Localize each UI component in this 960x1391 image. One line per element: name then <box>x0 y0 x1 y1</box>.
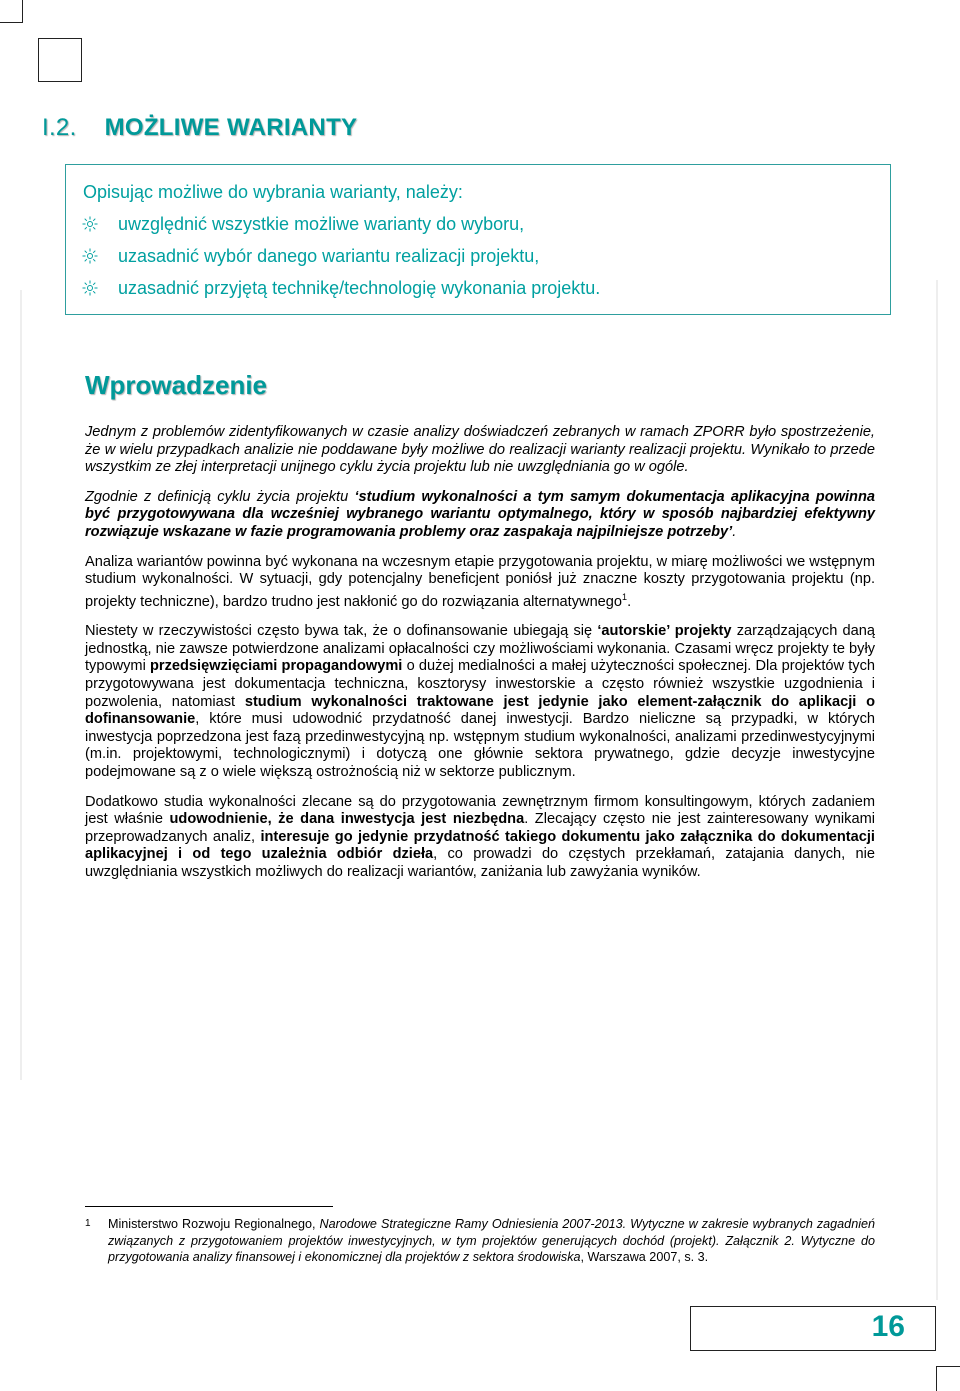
paragraph-5: Dodatkowo studia wykonalności zlecane są do przygotowania zewnętrznym firmom konsultingowym, których zadaniem jest właśnie udowodnienie, że dana inwestycja jest niezbędna. Zlecający często nie jest zainteresowany wynikami przeprowadzanych analiz, interesuje go jedynie przydatność takiego dokumentu jako załącznika do dokumentacji aplikacyjnej i od tego uzależnia odbiór dzieła, co prowadzi do częstych przekłamań, zatajania danych, nie uwzględniania wszystkich możliwych do realizacji wariantów, zaniżania lub zawyżania wyników. <box>85 793 876 880</box>
corner-decoration-square <box>38 38 82 82</box>
info-box-item-text: uzasadnić wybór danego wariantu realizacji projektu, <box>118 246 540 266</box>
sun-bullet-icon <box>82 248 98 264</box>
footnote-text: Ministerstwo Rozwoju Regionalnego, Narodowe Strategiczne Ramy Odniesienia 2007-2013. Wytyczne w zakresie wybranych zagadnień związanych z przygotowaniem projektów inwestycyjnych, w tym projektów generujących dochód (projekt). Załącznik 2. Wytyczne do przygotowania analizy finansowej i ekonomicznej dla projektów z sektora środowiska, Warszawa 2007, s. 3. <box>108 1217 875 1264</box>
paragraph-3: Analiza wariantów powinna być wykonana na wczesnym etapie przygotowania projektu, w miarę możliwości we wstępnym studium wykonalności. W sytuacji, gdy potencjalny beneficjent poniósł już znaczne koszty przygotowania projektu (np. projekty techniczne), bardzo trudno jest nakłonić go do rozwiązania alternatywnego$^1$. <box>85 553 875 610</box>
footnote-mark: 1 <box>85 1218 91 1229</box>
corner-decoration-top-left <box>0 0 23 23</box>
definition-quote: ‘studium wykonalności a tym samym dokumentacja aplikacyjna powinna być przygotowywana dla wcześniej wybranego wariantu optymalnego, który w sposób najbardziej efektywny rozwiązuje wskazane w fazie programowania problemy oraz zaspakaja najpilniejsze potrzeby’ <box>85 488 875 540</box>
footnote-reference: 1 <box>622 591 628 602</box>
corner-decoration-bottom-right <box>936 1366 960 1391</box>
footnote <box>85 1216 875 1266</box>
section-number: I.2. <box>42 114 77 141</box>
section-title: MOŻLIWE WARIANTY <box>104 114 358 141</box>
info-box-item <box>82 214 524 235</box>
paragraph-2: Zgodnie z definicją cyklu życia projektu ‘studium wykonalności a tym samym dokumentacja aplikacyjna powinna być przygotowywana dla wcześniej wybranego wariantu optymalnego, który w sposób najbardziej efektywny rozwiązuje wskazane w fazie programowania problemy oraz zaspakaja najpilniejsze potrzeby’. <box>85 488 875 540</box>
right-margin-rule <box>936 280 938 1300</box>
paragraph-1: Jednym z problemów zidentyfikowanych w czasie analizy doświadczeń zebranych w ramach ZPORR było spostrzeżenie, że w wielu przypadkach analizie nie poddawane były możliwe do realizacji warianty realizacji projektu. Wynikało to przede wszystkim ze złej interpretacji unijnego cyklu życia projektu lub nie uwzględniania go w ogóle. <box>85 424 875 476</box>
page-number-box <box>690 1306 936 1351</box>
sun-bullet-icon <box>82 216 98 232</box>
footnote-separator <box>85 1206 333 1207</box>
info-box-item-text: uwzględnić wszystkie możliwe warianty do wyboru, <box>118 214 525 234</box>
info-box-item <box>82 278 600 299</box>
intro-heading: Wprowadzenie <box>85 370 268 400</box>
page-number: 16 <box>871 1310 905 1343</box>
body-text <box>85 424 875 894</box>
section-heading <box>42 114 357 142</box>
info-box <box>65 164 891 315</box>
left-margin-rule <box>20 290 22 1080</box>
info-box-intro: Opisując możliwe do wybrania warianty, należy: <box>83 182 463 202</box>
paragraph-4: Niestety w rzeczywistości często bywa tak, że o dofinansowanie ubiegają się ‘autorskie’ projekty zarządzających daną jednostką, nie zawsze potwierdzone analizami opłacalności czy możliwościami wykonania. Czasami wręcz projekty te były typowymi przedsięwzięciami propagandowymi o dużej medialności a małej użyteczności społecznej. Dla projektów tych przygotowywana jest dokumentacja techniczna, kosztorysy inwestorskie a często również wszystkie uzgodnienia i pozwolenia, natomiast studium wykonalności traktowane jest jedynie jako element-załącznik do aplikacji o dofinansowanie, które musi udowodnić przydatność danej inwestycji. Bardzo nieliczne są przypadki, w których inwestycja poprzedzona jest fazą przedinwestycyjną np. wstępnym studium wykonalności, analizami przedinwestycyjnymi (m.in. projektowymi, technologicznymi) i dotyczą one głównie sektora prywatnego, gdzie decyzje inwestycyjne podejmowane są z o wiele większą ostrożnością niż w sektorze publicznym. <box>85 623 876 780</box>
info-box-item-text: uzasadnić przyjętą technikę/technologię wykonania projektu. <box>118 278 601 298</box>
info-box-item <box>82 246 539 267</box>
sun-bullet-icon <box>82 280 98 296</box>
